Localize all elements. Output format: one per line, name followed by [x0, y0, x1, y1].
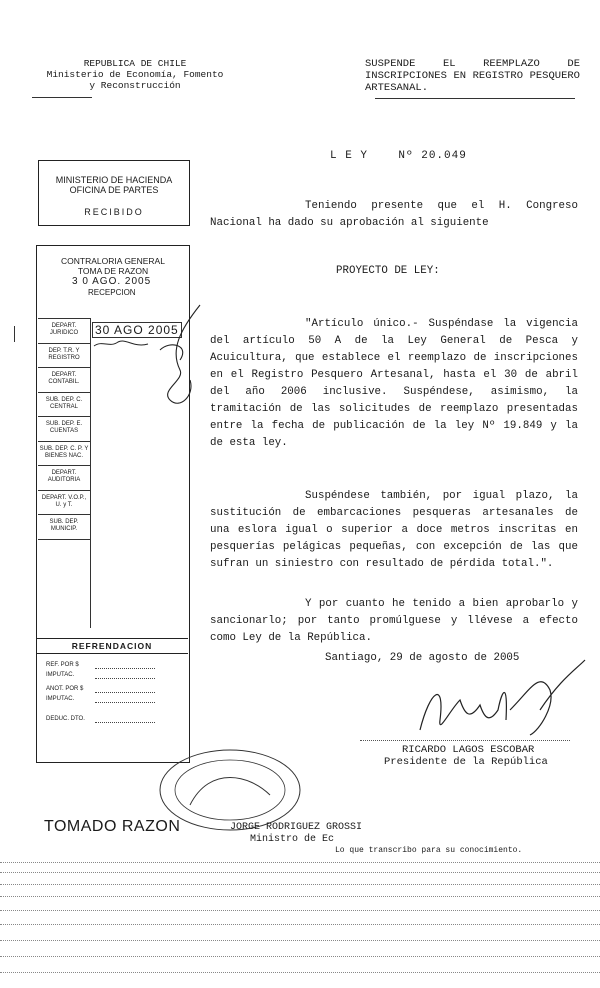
minister-role: Ministro de Ec: [250, 834, 335, 845]
header-left: [30, 58, 240, 98]
refrendacion-title: REFRENDACION: [36, 638, 188, 654]
hacienda-stamp-line1: MINISTERIO DE HACIENDA: [55, 175, 173, 185]
intro-paragraph: Teniendo presente que el H. Congreso Nacional ha dado su aprobación al siguiente: [210, 200, 578, 229]
noise-streak: [0, 956, 600, 957]
department-row: DEP. T.R. Y REGISTRO: [38, 343, 90, 368]
department-row: SUB. DEP. C. CENTRAL: [38, 392, 90, 417]
law-number-value: Nº 20.049: [398, 150, 467, 162]
department-row: DEPART. V.O.P., U. y T.: [38, 490, 90, 515]
noise-streak: [0, 896, 600, 897]
ref-row: ANOT. POR $: [46, 686, 84, 692]
noise-streak: [0, 972, 600, 973]
header-right: [365, 58, 580, 99]
ref-line: [95, 668, 155, 669]
noise-streak: [0, 940, 600, 941]
ref-line: [95, 702, 155, 703]
date-line: Santiago, 29 de agosto de 2005: [325, 652, 520, 664]
minister-name: JORGE RODRIGUEZ GROSSI: [230, 822, 363, 833]
law-label: L E Y: [330, 150, 369, 162]
contraloria-stamp-reception: RECEPCION: [88, 288, 136, 297]
department-row: DEPART. JURIDICO: [38, 318, 90, 343]
signatory-name: RICARDO LAGOS ESCOBAR: [402, 744, 535, 756]
ref-row: REF. POR $: [46, 662, 79, 668]
hacienda-stamp-line2: OFICINA DE PARTES: [69, 185, 159, 195]
signature-line: [360, 740, 570, 741]
footer-note: Lo que transcribo para su conocimiento.: [335, 846, 523, 855]
handwritten-date-box: 30 AGO 2005: [92, 322, 182, 338]
hacienda-stamp: [38, 160, 190, 226]
ref-row: IMPUTAC.: [46, 696, 75, 702]
noise-streak: [0, 910, 600, 911]
contraloria-stamp-date: 3 0 AGO. 2005: [72, 276, 152, 287]
ref-line: [95, 692, 155, 693]
noise-streak: [0, 862, 600, 863]
signatory-role: Presidente de la República: [384, 756, 548, 768]
second-paragraph: Suspéndese también, por igual plazo, la sustitución de embarcaciones pesqueras artesanales de una eslora igual o superior a doce metros inscritas en pesquerías pelágicas pequeñas, con excepción de las que sufran un siniestro con resultado de pérdida total.".: [210, 490, 578, 570]
department-row: SUB. DEP. MUNICIP.: [38, 514, 90, 539]
ref-row: DEDUC. DTO.: [46, 716, 85, 722]
margin-mark: [14, 326, 25, 342]
tomado-razon: TOMADO RAZON: [44, 818, 181, 835]
stamp-signature: [140, 300, 220, 420]
ref-row: IMPUTAC.: [46, 672, 75, 678]
department-row: DEPART. AUDITORIA: [38, 465, 90, 490]
department-row: DEPART. CONTABIL.: [38, 367, 90, 392]
project-title: PROYECTO DE LEY:: [336, 265, 440, 277]
department-row-empty: [38, 539, 90, 599]
article-paragraph: "Artículo único.- Suspéndase la vigencia del artículo 50 A de la Ley General de Pesca y Acuicultura, que establece el reemplazo de inscripciones en el Registro Pesquero Artesanal, hasta el 30 de abril del año 2006 inclusive. Suspéndese, asimismo, la tramitación de las solicitudes de reemplazo presentadas entre la fecha de publicación de la ley Nº 19.849 y la de esta ley.: [210, 318, 578, 449]
ref-line: [95, 678, 155, 679]
department-row: SUB. DEP. C. P. Y BIENES NAC.: [38, 441, 90, 466]
law-number: [330, 150, 467, 162]
contraloria-stamp-line1: CONTRALORIA GENERAL: [61, 256, 165, 266]
hacienda-stamp-line3: RECIBIDO: [84, 207, 144, 217]
header-left-rule: [32, 97, 92, 98]
contraloria-stamp-line2: TOMA DE RAZON: [77, 266, 149, 276]
ministry-line-2: y Reconstrucción: [89, 80, 181, 91]
country-name: REPUBLICA DE CHILE: [83, 58, 187, 69]
ministry-line-1: Ministerio de Economía, Fomento: [46, 69, 224, 80]
closing-paragraph: Y por cuanto he tenido a bien aprobarlo y sancionarlo; por tanto promúlguese y llévese a efecto como Ley de la República.: [210, 598, 578, 644]
noise-streak: [0, 884, 600, 885]
header-right-rule: [375, 98, 575, 99]
ref-line: [95, 722, 155, 723]
document-subject: SUSPENDE EL REEMPLAZO DE INSCRIPCIONES EN REGISTRO PESQUERO ARTESANAL.: [365, 58, 580, 94]
president-signature: [390, 650, 590, 745]
noise-streak: [0, 872, 600, 873]
noise-streak: [0, 924, 600, 925]
department-row: SUB. DEP. E. CUENTAS: [38, 416, 90, 441]
